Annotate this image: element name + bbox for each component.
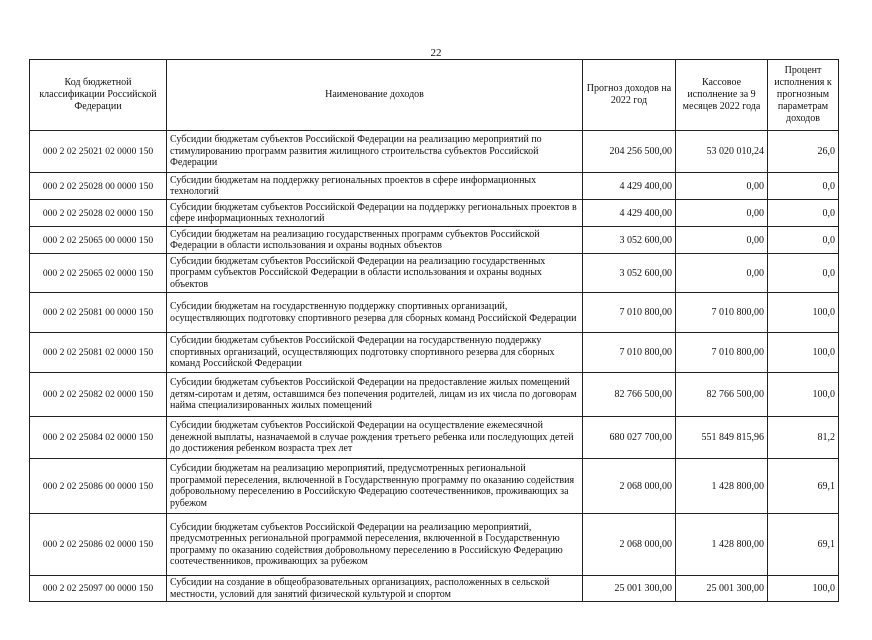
cell-code: 000 2 02 25097 00 0000 150 <box>30 576 167 602</box>
cell-code: 000 2 02 25084 02 0000 150 <box>30 417 167 459</box>
cell-code: 000 2 02 25065 02 0000 150 <box>30 254 167 293</box>
table-row <box>30 254 839 293</box>
cell-percent: 69,1 <box>768 514 839 576</box>
cell-forecast: 2 068 000,00 <box>583 514 676 576</box>
table-row <box>30 576 839 602</box>
cell-name: Субсидии бюджетам на реализацию мероприятий, предусмотренных региональной программой переселения, включенной в Государственную программу по оказанию содействия добровольному переселению в Российскую Федерацию соотечественников, проживающих за рубежом <box>167 459 583 514</box>
cell-percent: 100,0 <box>768 576 839 602</box>
table-header <box>30 60 839 131</box>
cell-name: Субсидии бюджетам субъектов Российской Федерации на осуществление ежемесячной денежной выплаты, назначаемой в случае рождения третьего ребенка или последующих детей до достижения ребенком возраста трех лет <box>167 417 583 459</box>
cell-percent: 100,0 <box>768 373 839 417</box>
cell-name: Субсидии бюджетам на реализацию государственных программ субъектов Российской Федерации в области использования и охраны водных объектов <box>167 227 583 254</box>
cell-executed: 25 001 300,00 <box>676 576 768 602</box>
table-row <box>30 514 839 576</box>
cell-executed: 0,00 <box>676 200 768 227</box>
table-row <box>30 373 839 417</box>
cell-code: 000 2 02 25086 00 0000 150 <box>30 459 167 514</box>
cell-executed: 82 766 500,00 <box>676 373 768 417</box>
cell-percent: 100,0 <box>768 293 839 333</box>
cell-percent: 69,1 <box>768 459 839 514</box>
cell-name: Субсидии бюджетам субъектов Российской Федерации на предоставление жилых помещений детям-сиротам и детям, оставшимся без попечения родителей, лицам из их числа по договорам найма специализированных жилых помещений <box>167 373 583 417</box>
cell-percent: 81,2 <box>768 417 839 459</box>
cell-forecast: 4 429 400,00 <box>583 173 676 200</box>
table-row <box>30 227 839 254</box>
cell-executed: 7 010 800,00 <box>676 333 768 373</box>
cell-code: 000 2 02 25028 02 0000 150 <box>30 200 167 227</box>
cell-name: Субсидии на создание в общеобразовательных организациях, расположенных в сельской местности, условий для занятий физической культурой и спортом <box>167 576 583 602</box>
cell-executed: 7 010 800,00 <box>676 293 768 333</box>
cell-forecast: 2 068 000,00 <box>583 459 676 514</box>
cell-forecast: 204 256 500,00 <box>583 131 676 173</box>
cell-forecast: 7 010 800,00 <box>583 333 676 373</box>
table-row <box>30 333 839 373</box>
cell-percent: 0,0 <box>768 200 839 227</box>
cell-executed: 1 428 800,00 <box>676 459 768 514</box>
cell-forecast: 25 001 300,00 <box>583 576 676 602</box>
cell-forecast: 680 027 700,00 <box>583 417 676 459</box>
cell-executed: 0,00 <box>676 254 768 293</box>
header-executed: Кассовое исполнение за 9 месяцев 2022 года <box>676 60 768 131</box>
header-forecast: Прогноз доходов на 2022 год <box>583 60 676 131</box>
cell-percent: 0,0 <box>768 227 839 254</box>
cell-percent: 100,0 <box>768 333 839 373</box>
header-row <box>30 60 839 131</box>
table-row <box>30 293 839 333</box>
cell-forecast: 4 429 400,00 <box>583 200 676 227</box>
cell-code: 000 2 02 25065 00 0000 150 <box>30 227 167 254</box>
cell-executed: 551 849 815,96 <box>676 417 768 459</box>
cell-percent: 0,0 <box>768 254 839 293</box>
cell-code: 000 2 02 25028 00 0000 150 <box>30 173 167 200</box>
table-row <box>30 131 839 173</box>
page-number: 22 <box>430 47 442 59</box>
cell-name: Субсидии бюджетам субъектов Российской Федерации на поддержку региональных проектов в сфере информационных технологий <box>167 200 583 227</box>
cell-executed: 1 428 800,00 <box>676 514 768 576</box>
table-row <box>30 417 839 459</box>
cell-forecast: 3 052 600,00 <box>583 227 676 254</box>
cell-name: Субсидии бюджетам на поддержку региональных проектов в сфере информационных технологий <box>167 173 583 200</box>
cell-name: Субсидии бюджетам субъектов Российской Федерации на реализацию мероприятий, предусмотренных региональной программой переселения, включенной в Государственную программу по оказанию содействия добровольному переселению в Российскую Федерацию соотечественников, проживающих за рубежом <box>167 514 583 576</box>
cell-forecast: 3 052 600,00 <box>583 254 676 293</box>
budget-income-table <box>29 59 839 602</box>
table-row <box>30 459 839 514</box>
cell-code: 000 2 02 25086 02 0000 150 <box>30 514 167 576</box>
cell-name: Субсидии бюджетам субъектов Российской Федерации на реализацию государственных программ субъектов Российской Федерации в области использования и охраны водных объектов <box>167 254 583 293</box>
cell-name: Субсидии бюджетам на государственную поддержку спортивных организаций, осуществляющих подготовку спортивного резерва для сборных команд Российской Федерации <box>167 293 583 333</box>
header-code: Код бюджетной классификации Российской Федерации <box>30 60 167 131</box>
cell-name: Субсидии бюджетам субъектов Российской Федерации на государственную поддержку спортивных организаций, осуществляющих подготовку спортивного резерва для сборных команд Российской Федерации <box>167 333 583 373</box>
table-body <box>30 131 839 602</box>
cell-code: 000 2 02 25021 02 0000 150 <box>30 131 167 173</box>
cell-percent: 26,0 <box>768 131 839 173</box>
cell-code: 000 2 02 25081 00 0000 150 <box>30 293 167 333</box>
cell-percent: 0,0 <box>768 173 839 200</box>
cell-forecast: 82 766 500,00 <box>583 373 676 417</box>
cell-executed: 0,00 <box>676 227 768 254</box>
cell-executed: 0,00 <box>676 173 768 200</box>
cell-code: 000 2 02 25082 02 0000 150 <box>30 373 167 417</box>
header-name: Наименование доходов <box>167 60 583 131</box>
header-percent: Процент исполнения к прогнозным параметрам доходов <box>768 60 839 131</box>
cell-name: Субсидии бюджетам субъектов Российской Федерации на реализацию мероприятий по стимулированию программ развития жилищного строительства субъектов Российской Федерации <box>167 131 583 173</box>
cell-forecast: 7 010 800,00 <box>583 293 676 333</box>
cell-executed: 53 020 010,24 <box>676 131 768 173</box>
table-row <box>30 173 839 200</box>
table-row <box>30 200 839 227</box>
cell-code: 000 2 02 25081 02 0000 150 <box>30 333 167 373</box>
